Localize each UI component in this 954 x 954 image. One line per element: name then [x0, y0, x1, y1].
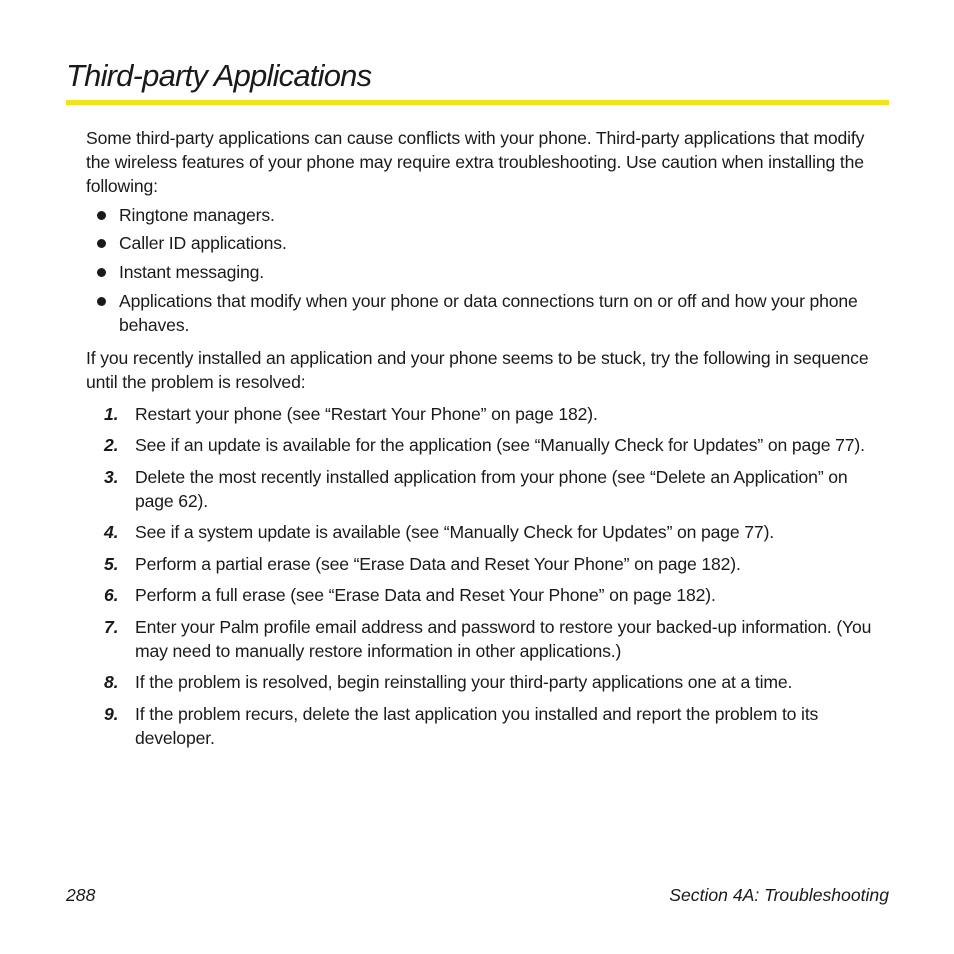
bullet-dot-icon [97, 239, 106, 248]
troubleshooting-steps [86, 402, 886, 751]
step-number: 8. [104, 672, 119, 693]
bullet-text: Caller ID applications. [119, 233, 287, 254]
step-item [86, 702, 886, 750]
step-item [86, 465, 886, 513]
step-text: If the problem recurs, delete the last application you installed and report the problem to its developer. [135, 703, 819, 749]
step-number: 9. [104, 703, 119, 724]
intro-paragraph: Some third-party applications can cause conflicts with your phone. Third-party applications that modify the wireless features of your phone may require extra troubleshooting. Use caution when installing the following: [86, 128, 865, 197]
step-text: Perform a partial erase (see “Erase Data and Reset Your Phone” on page 182). [135, 553, 741, 574]
step-text: If the problem is resolved, begin reinstalling your third-party applications one at a time. [135, 672, 793, 693]
step-item [86, 520, 886, 544]
step-item [86, 583, 886, 607]
step-number: 4. [104, 522, 119, 543]
bullet-dot-icon [97, 211, 106, 220]
page-content [86, 126, 886, 758]
step-number: 3. [104, 466, 119, 487]
step-item [86, 615, 886, 663]
step-text: Delete the most recently installed application from your phone (see “Delete an Application” on page 62). [135, 466, 848, 511]
step-item [86, 402, 886, 426]
bullet-text: Instant messaging. [119, 262, 264, 283]
page-title: Third-party Applications [66, 58, 372, 93]
step-text: See if an update is available for the application (see “Manually Check for Updates” on page 77). [135, 435, 865, 456]
step-text: Perform a full erase (see “Erase Data and Reset Your Phone” on page 182). [135, 585, 716, 606]
step-item [86, 433, 886, 457]
caution-list [86, 203, 886, 338]
bullet-dot-icon [97, 268, 106, 277]
title-underline [66, 100, 889, 105]
page-number: 288 [66, 885, 96, 905]
bullet-item [86, 203, 886, 227]
step-number: 5. [104, 553, 119, 574]
step-item [86, 552, 886, 576]
bullet-item [86, 289, 886, 337]
step-text: See if a system update is available (see “Manually Check for Updates” on page 77). [135, 522, 775, 543]
step-text: Enter your Palm profile email address and password to restore your backed-up information. (You may need to manually restore information in other applications.) [135, 616, 872, 661]
bullet-item [86, 260, 886, 284]
section-label: Section 4A: Troubleshooting [669, 885, 889, 905]
step-number: 7. [104, 616, 119, 637]
bullet-dot-icon [97, 297, 106, 306]
bullet-text: Applications that modify when your phone or data connections turn on or off and how your phone behaves. [119, 290, 858, 335]
step-item [86, 670, 886, 694]
step-text: Restart your phone (see “Restart Your Phone” on page 182). [135, 403, 598, 424]
step-number: 6. [104, 585, 119, 606]
step-number: 2. [104, 435, 119, 456]
bullet-text: Ringtone managers. [119, 204, 275, 225]
step-number: 1. [104, 403, 119, 424]
stuck-phone-paragraph: If you recently installed an application and your phone seems to be stuck, try the following in sequence until the problem is resolved: [86, 348, 869, 393]
bullet-item [86, 231, 886, 255]
